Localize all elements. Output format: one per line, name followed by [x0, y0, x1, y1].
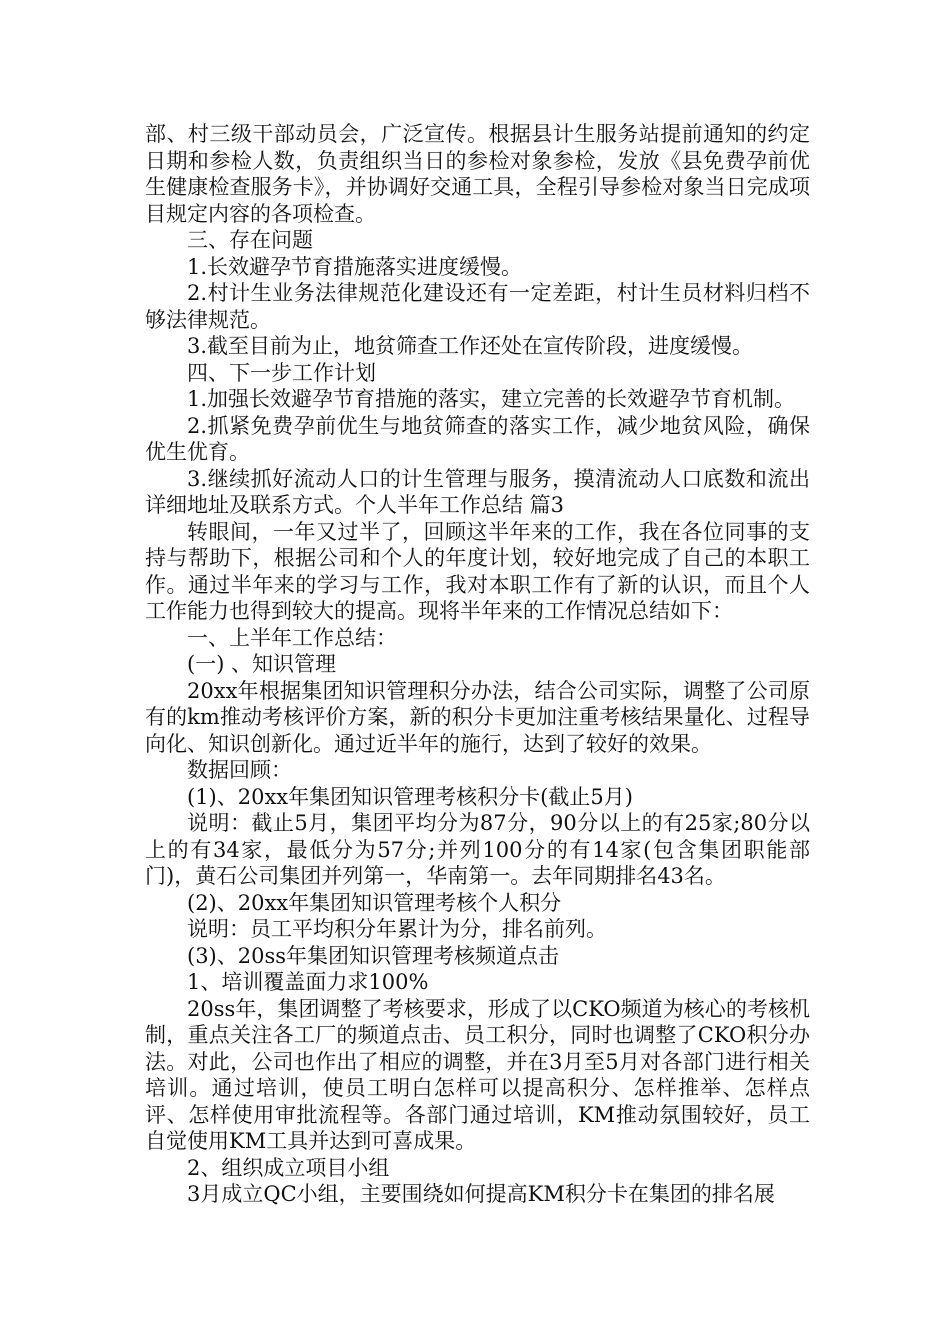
- section-heading: 四、下一步工作计划: [187, 360, 376, 385]
- paragraph: 3.继续抓好流动人口的计生管理与服务，摸清流动人口底数和流出详细地址及联系方式。个人半年工作总结 篇3: [145, 466, 810, 517]
- paragraph: 1.长效避孕节育措施落实进度缓慢。: [187, 254, 523, 279]
- subsection-heading: (一) 、知识管理: [187, 652, 337, 676]
- paragraph: 说明：截止5月，集团平均分为87分，90分以上的有25家;80分以上的有34家，最低分为57分;并列100分的有14家(包含集团职能部门)，黄石公司集团并列第一，华南第一。去年同期排名43名。: [145, 811, 810, 888]
- paragraph: 20xx年根据集团知识管理积分办法，结合公司实际，调整了公司原有的km推动考核评价方案，新的积分卡更加注重考核结果量化、过程导向化、知识创新化。通过近半年的施行，达到了较好的效果。: [145, 678, 810, 756]
- paragraph: 说明：员工平均积分年累计为分，排名前列。: [187, 917, 607, 941]
- paragraph: 3月成立QC小组，主要围绕如何提高KM积分卡在集团的排名展: [187, 1182, 775, 1206]
- paragraph: 2.抓紧免费孕前优生与地贫筛查的落实工作，减少地贫风险，确保优生优育。: [145, 413, 810, 464]
- paragraph: 数据回顾：: [187, 758, 292, 782]
- section-heading: 一、上半年工作总结：: [187, 625, 397, 650]
- paragraph: 20ss年，集团调整了考核要求，形成了以CKO频道为核心的考核机制，重点关注各工厂的频道点击、员工积分，同时也调整了CKO积分办法。对此，公司也作出了相应的调整，并在3月至5月对各部门进行相关培训。通过培训，使员工明白怎样可以提高积分、怎样推举、怎样点评、怎样使用审批流程等。各部门通过培训，KM推动氛围较好，员工自觉使用KM工具并达到可喜成果。: [145, 996, 810, 1153]
- paragraph: 2.村计生业务法律规范化建设还有一定差距，村计生员材料归档不够法律规范。: [145, 281, 810, 332]
- paragraph: 1、培训覆盖面力求100%: [187, 970, 429, 994]
- document-body: [145, 121, 810, 1208]
- paragraph: 2、组织成立项目小组: [187, 1155, 390, 1180]
- paragraph: (1)、20xx年集团知识管理考核积分卡(截止5月): [187, 784, 633, 809]
- paragraph: 部、村三级干部动员会，广泛宣传。根据县计生服务站提前通知的约定日期和参检人数，负责组织当日的参检对象参检，发放《县免费孕前优生健康检查服务卡》，并协调好交通工具，全程引导参检对象当日完成项目规定内容的各项检查。: [145, 122, 810, 226]
- paragraph: (3)、20ss年集团知识管理考核频道点击: [187, 943, 560, 968]
- section-heading: 三、存在问题: [187, 228, 313, 252]
- paragraph: (2)、20xx年集团知识管理考核个人积分: [187, 890, 562, 915]
- paragraph: 1.加强长效避孕节育措施的落实，建立完善的长效避孕节育机制。: [187, 387, 796, 411]
- paragraph: 3.截至目前为止，地贫筛查工作还处在宣传阶段，进度缓慢。: [187, 334, 754, 358]
- paragraph: 转眼间，一年又过半了，回顾这半年来的工作，我在各位同事的支持与帮助下，根据公司和个人的年度计划，较好地完成了自己的本职工作。通过半年来的学习与工作，我对本职工作有了新的认识，而且个人工作能力也得到较大的提高。现将半年来的工作情况总结如下：: [145, 519, 810, 623]
